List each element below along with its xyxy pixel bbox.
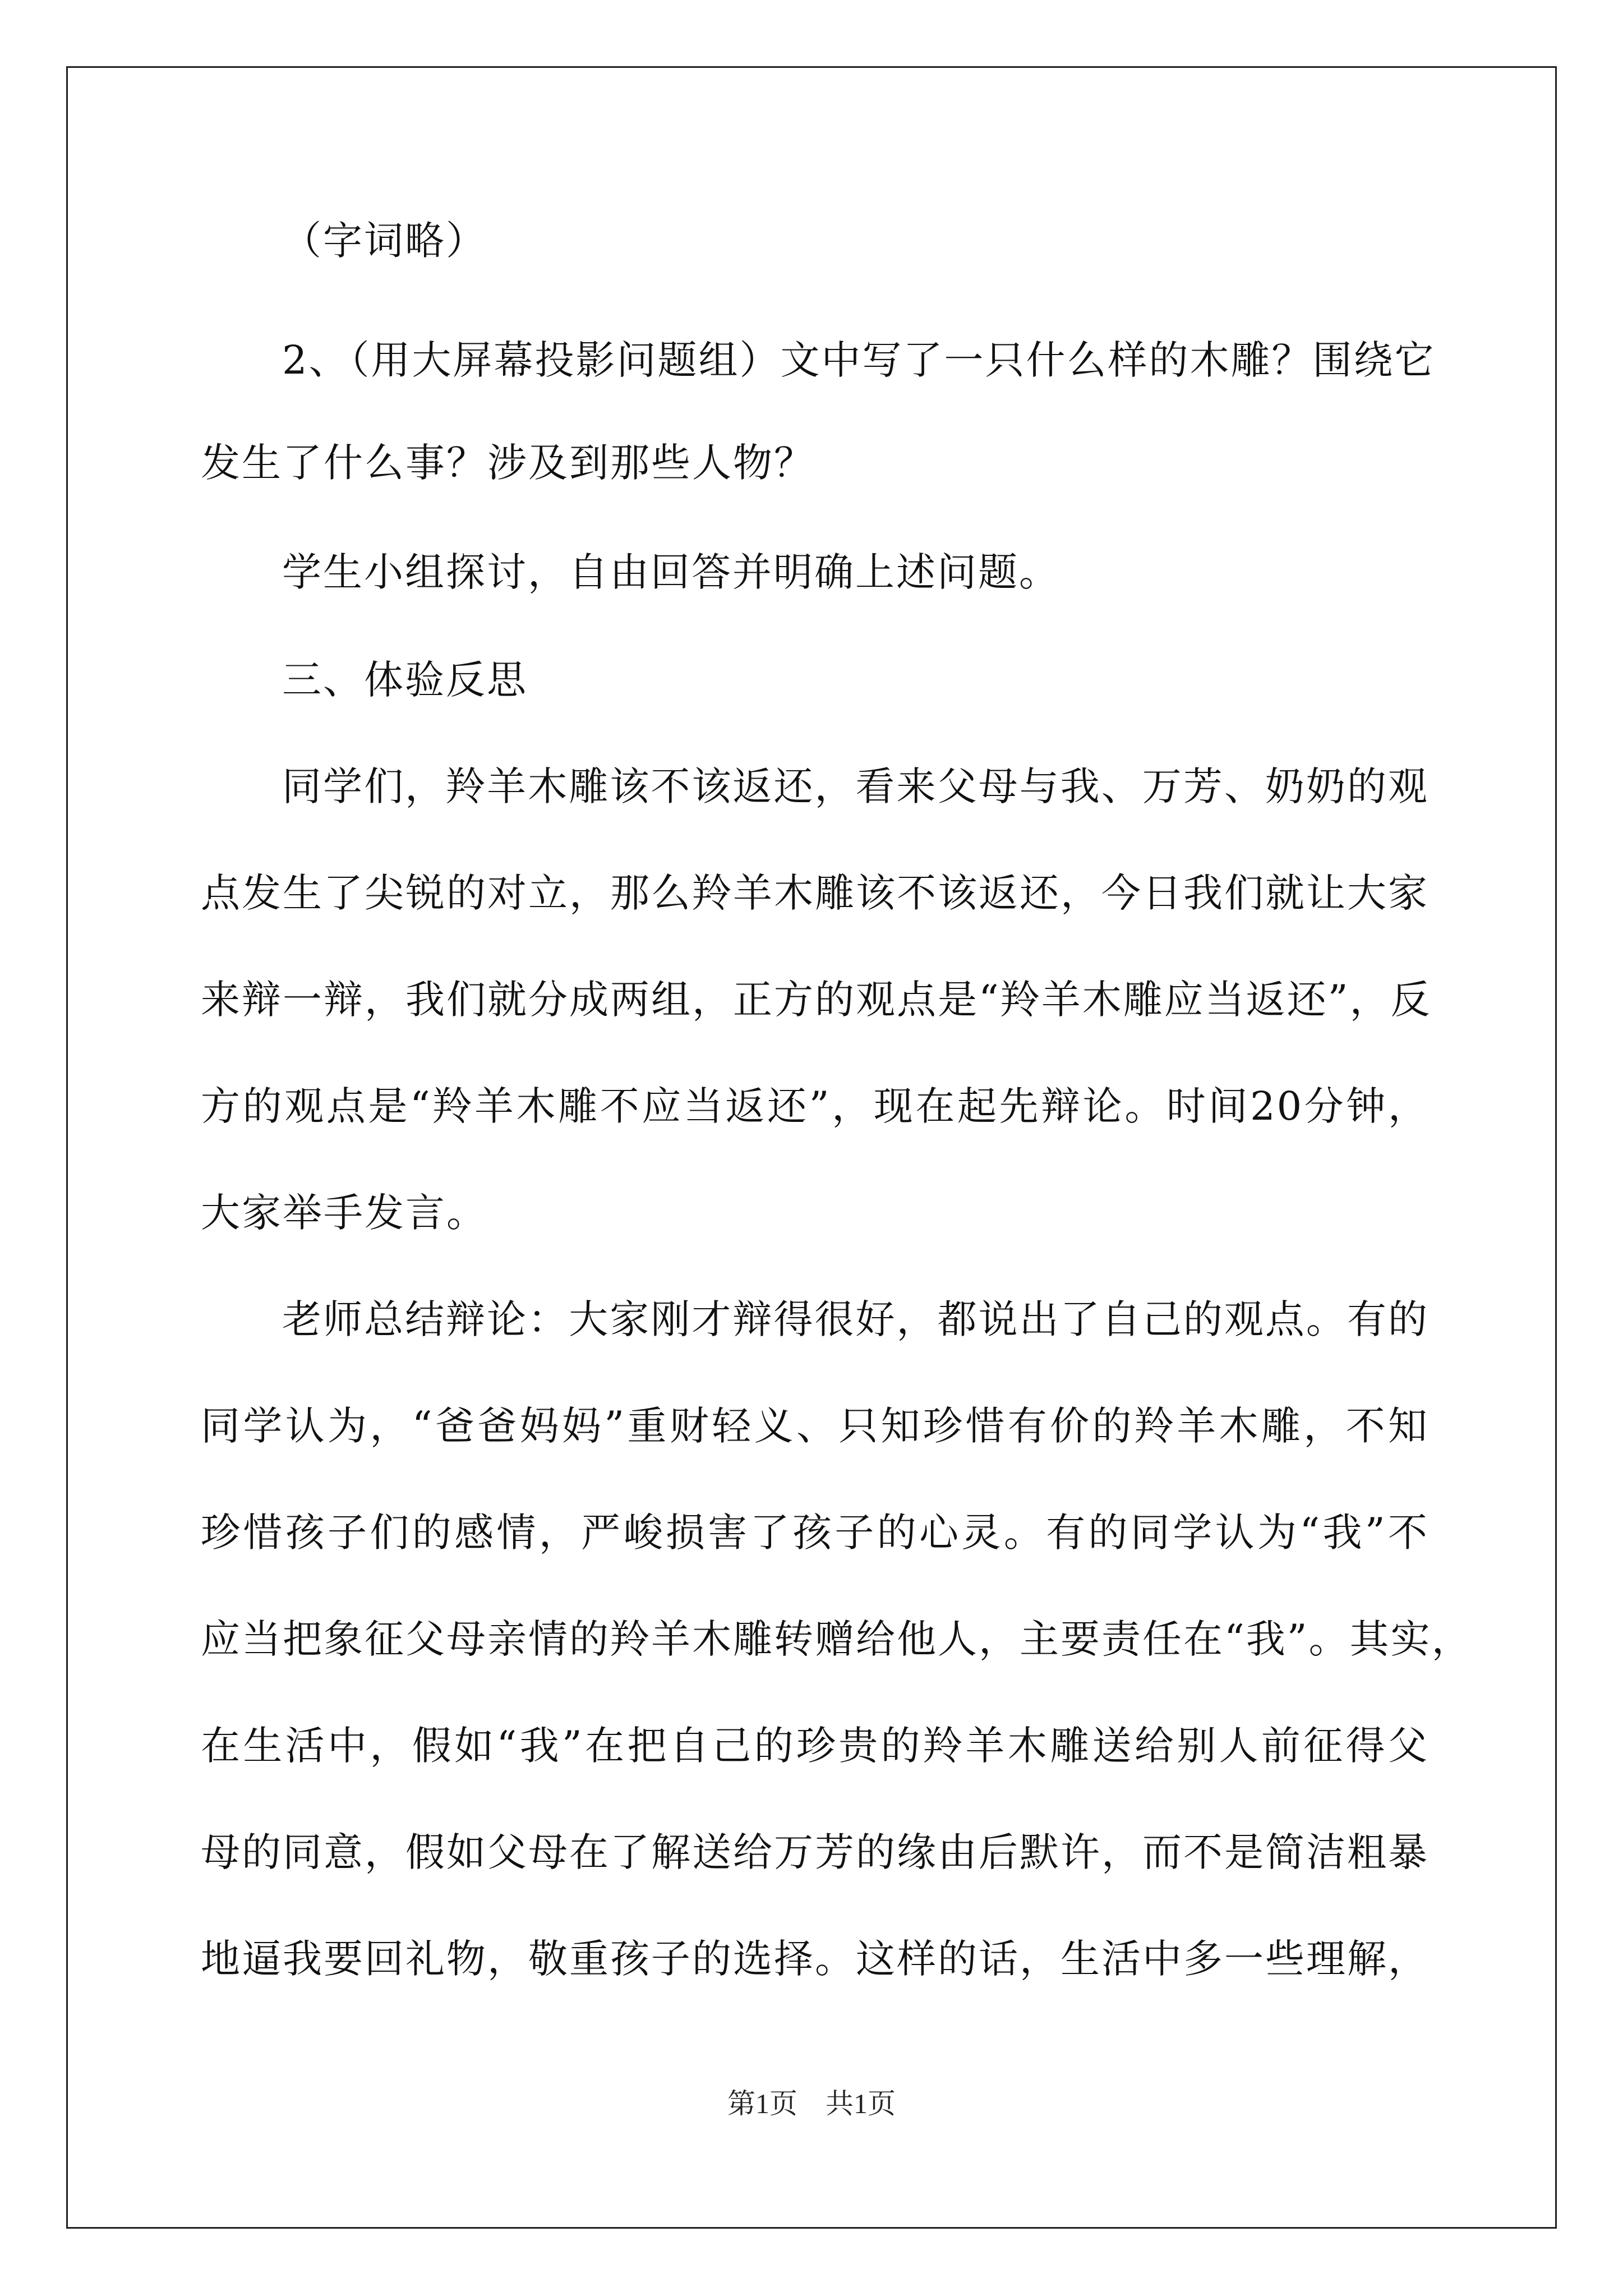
text-line: 在生活中，假如“我”在把自己的珍贵的羚羊木雕送给别人前征得父: [201, 1723, 1429, 1769]
section-heading: 三、体验反思: [282, 657, 528, 703]
text-line: 应当把象征父母亲情的羚羊木雕转赠给他人，主要责任在“我”。其实，: [201, 1616, 1473, 1662]
text-line: 同学认为，“爸爸妈妈”重财轻义、只知珍惜有价的羚羊木雕，不知: [201, 1403, 1429, 1449]
text-line: 大家举手发言。: [201, 1190, 487, 1236]
text-line: 方的观点是“羚羊木雕不应当返还”，现在起先辩论。时间20分钟，: [201, 1083, 1429, 1129]
text-line: 来辩一辩，我们就分成两组，正方的观点是“羚羊木雕应当返还”，反: [201, 977, 1432, 1023]
text-line: 学生小组探讨，自由回答并明确上述问题。: [282, 549, 1060, 595]
page-border: [66, 66, 1557, 2229]
text-line: 老师总结辩论：大家刚才辩得很好，都说出了自己的观点。有的: [282, 1296, 1429, 1342]
text-line: 发生了什么事？涉及到那些人物？: [201, 440, 815, 486]
text-line: 珍惜孩子们的感情，严峻损害了孩子的心灵。有的同学认为“我”不: [201, 1510, 1429, 1556]
text-line: 同学们，羚羊木雕该不该返还，看来父母与我、万芳、奶奶的观: [282, 763, 1429, 809]
text-line: 点发生了尖锐的对立，那么羚羊木雕该不该返还，今日我们就让大家: [201, 870, 1429, 916]
text-line: 地逼我要回礼物，敬重孩子的选择。这样的话，生活中多一些理解，: [201, 1936, 1429, 1982]
text-line: 母的同意，假如父母在了解送给万芳的缘由后默许，而不是简洁粗暴: [201, 1829, 1429, 1875]
text-line: 2、（用大屏幕投影问题组）文中写了一只什么样的木雕？围绕它: [282, 337, 1436, 383]
page-number-footer: 第1页 共1页: [727, 2088, 896, 2119]
text-line: （字词略）: [282, 218, 487, 264]
